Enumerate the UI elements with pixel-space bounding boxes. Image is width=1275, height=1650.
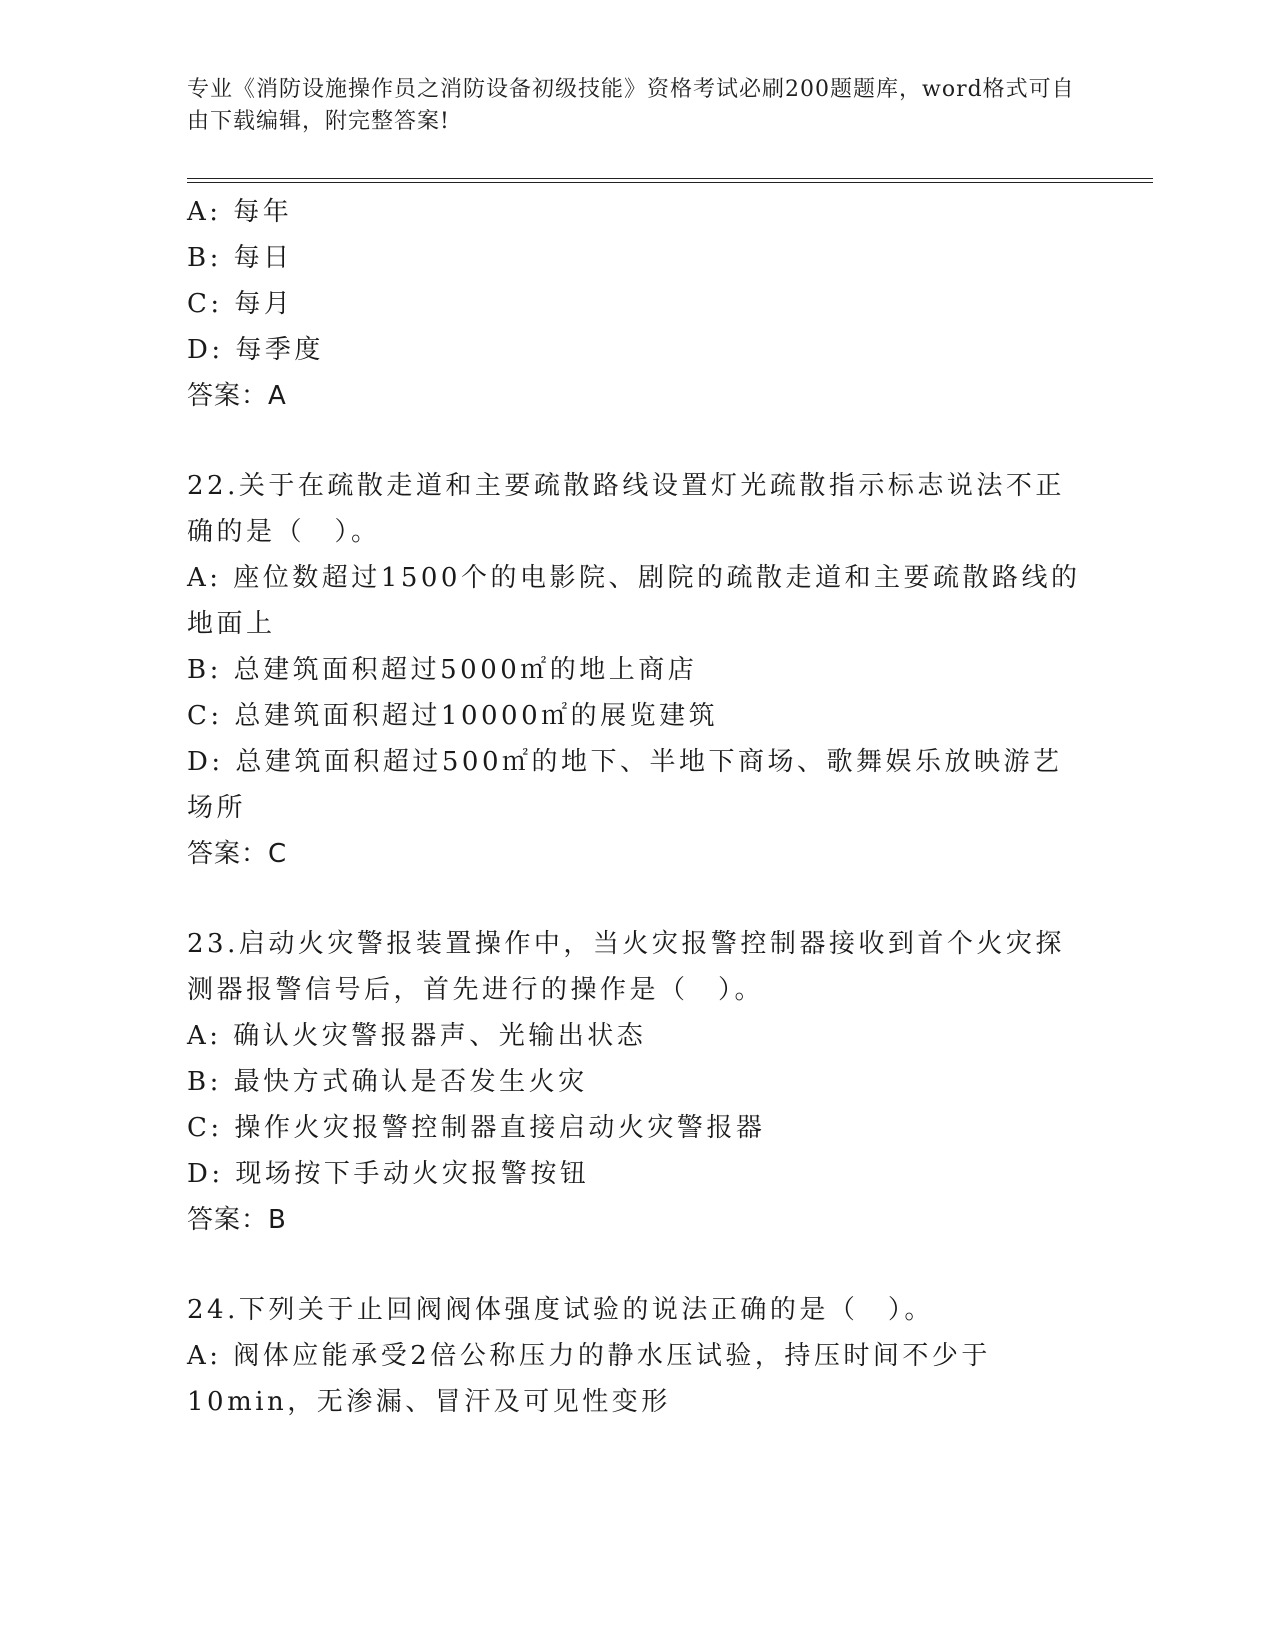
question-24 xyxy=(187,1287,1087,1425)
option-a: A: 每年 xyxy=(187,197,293,227)
question-text: 24.下列关于止回阀阀体强度试验的说法正确的是（ ）。 xyxy=(187,1295,934,1325)
question-list xyxy=(187,189,1087,1425)
question-22 xyxy=(187,463,1087,877)
question-text: 22.关于在疏散走道和主要疏散路线设置灯光疏散指示标志说法不正确的是（ ）。 xyxy=(187,471,1065,547)
answer: 答案：A xyxy=(187,381,287,411)
question-text: 23.启动火灾警报装置操作中，当火灾报警控制器接收到首个火灾探测器报警信号后，首先进行的操作是（ ）。 xyxy=(187,929,1065,1005)
option-a: A: 座位数超过1500个的电影院、剧院的疏散走道和主要疏散路线的地面上 xyxy=(187,563,1081,639)
answer: 答案：B xyxy=(187,1205,287,1235)
option-b: B: 每日 xyxy=(187,243,293,273)
header-title: 专业《消防设施操作员之消防设备初级技能》资格考试必刷200题题库，word格式可自由下载编辑，附完整答案! xyxy=(187,77,1075,134)
option-c: C: 总建筑面积超过10000㎡的展览建筑 xyxy=(187,701,719,731)
option-a: A: 阀体应能承受2倍公称压力的静水压试验，持压时间不少于10min，无渗漏、冒汗及可见性变形 xyxy=(187,1341,991,1417)
header-divider-bottom xyxy=(187,182,1153,183)
option-c: C: 每月 xyxy=(187,289,294,319)
option-d: D: 现场按下手动火灾报警按钮 xyxy=(187,1159,590,1189)
option-b: B: 最快方式确认是否发生火灾 xyxy=(187,1067,588,1097)
option-d: D: 每季度 xyxy=(187,335,324,365)
question-21-continued xyxy=(187,189,1087,419)
option-d: D: 总建筑面积超过500㎡的地下、半地下商场、歌舞娱乐放映游艺场所 xyxy=(187,747,1063,823)
answer: 答案：C xyxy=(187,839,288,869)
question-23 xyxy=(187,921,1087,1243)
option-a: A: 确认火灾警报器声、光输出状态 xyxy=(187,1021,647,1051)
option-b: B: 总建筑面积超过5000㎡的地上商店 xyxy=(187,655,698,685)
document-header xyxy=(187,74,1087,138)
header-divider-top xyxy=(187,178,1153,179)
option-c: C: 操作火灾报警控制器直接启动火灾警报器 xyxy=(187,1113,766,1143)
